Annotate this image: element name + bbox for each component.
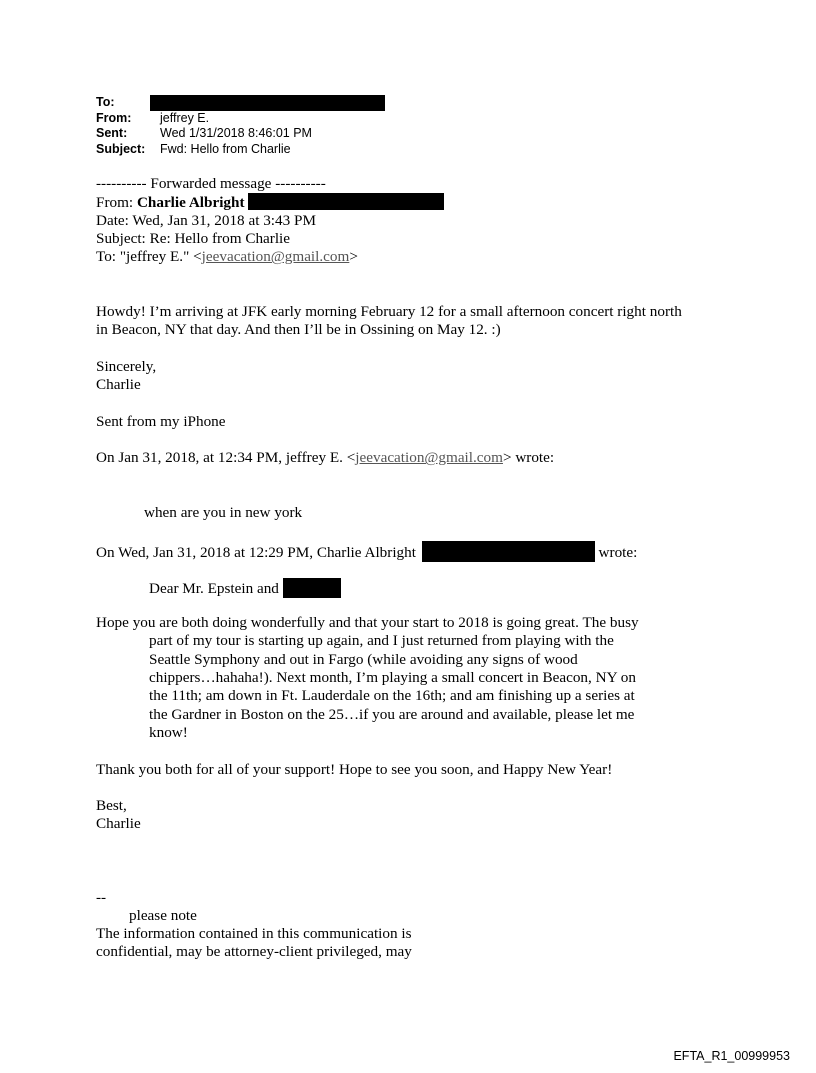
quote2-para-line-7: know! (149, 723, 188, 741)
forward-to-email-link[interactable]: jeevacation@gmail.com (201, 248, 350, 266)
from-label: From: (96, 110, 132, 125)
quote2-prefix: On Wed, Jan 31, 2018 at 12:29 PM, Charlie Albright (96, 543, 416, 561)
redaction-sender-email (248, 193, 444, 210)
subject-value: Fwd: Hello from Charlie (160, 141, 291, 156)
quote2-name: Charlie (96, 815, 141, 833)
quote2-para-line-2: part of my tour is starting up again, and I just returned from playing with the (149, 632, 614, 650)
sent-row (96, 126, 385, 142)
redaction-quote2-email (422, 541, 595, 562)
forward-to (96, 248, 736, 266)
email-body (96, 175, 736, 962)
reply-line-1: Howdy! I’m arriving at JFK early morning February 12 for a small afternoon concert right north (96, 303, 682, 321)
quote1-email-link[interactable]: jeevacation@gmail.com (355, 449, 503, 467)
quote2-para-line-1: Hope you are both doing wonderfully and that your start to 2018 is going great. The busy (96, 614, 639, 632)
signature-line-2: confidential, may be attorney-client privileged, may (96, 943, 412, 961)
quote2-attribution (96, 541, 736, 559)
forward-from-name: Charlie Albright (136, 194, 245, 212)
reply-line-2: in Beacon, NY that day. And then I’ll be in Ossining on May 12. :) (96, 321, 501, 339)
forward-from (96, 193, 736, 211)
redaction-greeting-name (283, 578, 341, 598)
quote2-para-line-3: Seattle Symphony and out in Fargo (while avoiding any signs of wood (149, 650, 578, 668)
document-id: EFTA_R1_00999953 (673, 1049, 790, 1063)
subject-row (96, 142, 385, 158)
quote2-greeting-row (96, 578, 736, 596)
reply-name: Charlie (96, 376, 141, 394)
quote1-prefix: On Jan 31, 2018, at 12:34 PM, jeffrey E. < (96, 449, 356, 467)
from-row (96, 111, 385, 127)
quote2-signoff: Best, (96, 797, 127, 815)
quote2-para-line-4: chippers…hahaha!). Next month, I’m playing a small concert in Beacon, NY on (149, 669, 636, 687)
quote2-para-line-6: the Gardner in Boston on the 25…if you are around and available, please let me (149, 705, 635, 723)
forward-to-suffix: > (349, 248, 358, 266)
reply-signoff: Sincerely, (96, 357, 157, 375)
signature-line-1: The information contained in this communication is (96, 925, 412, 943)
forward-date: Date: Wed, Jan 31, 2018 at 3:43 PM (96, 211, 316, 229)
sent-value: Wed 1/31/2018 8:46:01 PM (160, 126, 312, 140)
quote2-suffix: wrote: (598, 543, 638, 561)
quote2-para-line-5: the 11th; am down in Ft. Lauderdale on the 16th; and am finishing up a series at (149, 687, 635, 705)
forward-from-label: From: (96, 194, 137, 212)
sent-from-iphone: Sent from my iPhone (96, 412, 226, 430)
subject-label: Subject: (96, 141, 146, 156)
signature-dashes: -- (96, 888, 107, 906)
from-value: jeffrey E. (160, 110, 210, 125)
to-row (96, 95, 385, 111)
quote1-suffix: > wrote: (502, 449, 555, 467)
signature-note: please note (129, 906, 197, 924)
redaction-to (150, 95, 385, 111)
quote2-greeting: Dear Mr. Epstein and (149, 579, 279, 597)
sent-label: Sent: (96, 126, 128, 140)
to-label: To: (96, 95, 115, 109)
email-header (96, 95, 385, 157)
quote1-attribution (96, 449, 736, 467)
forward-divider: ---------- Forwarded message ---------- (96, 175, 326, 192)
quote1-text: when are you in new york (144, 504, 303, 522)
quote2-thanks: Thank you both for all of your support! Hope to see you soon, and Happy New Year! (96, 760, 613, 778)
forward-subject: Subject: Re: Hello from Charlie (96, 229, 291, 247)
forward-to-prefix: To: "jeffrey E." < (96, 248, 202, 266)
